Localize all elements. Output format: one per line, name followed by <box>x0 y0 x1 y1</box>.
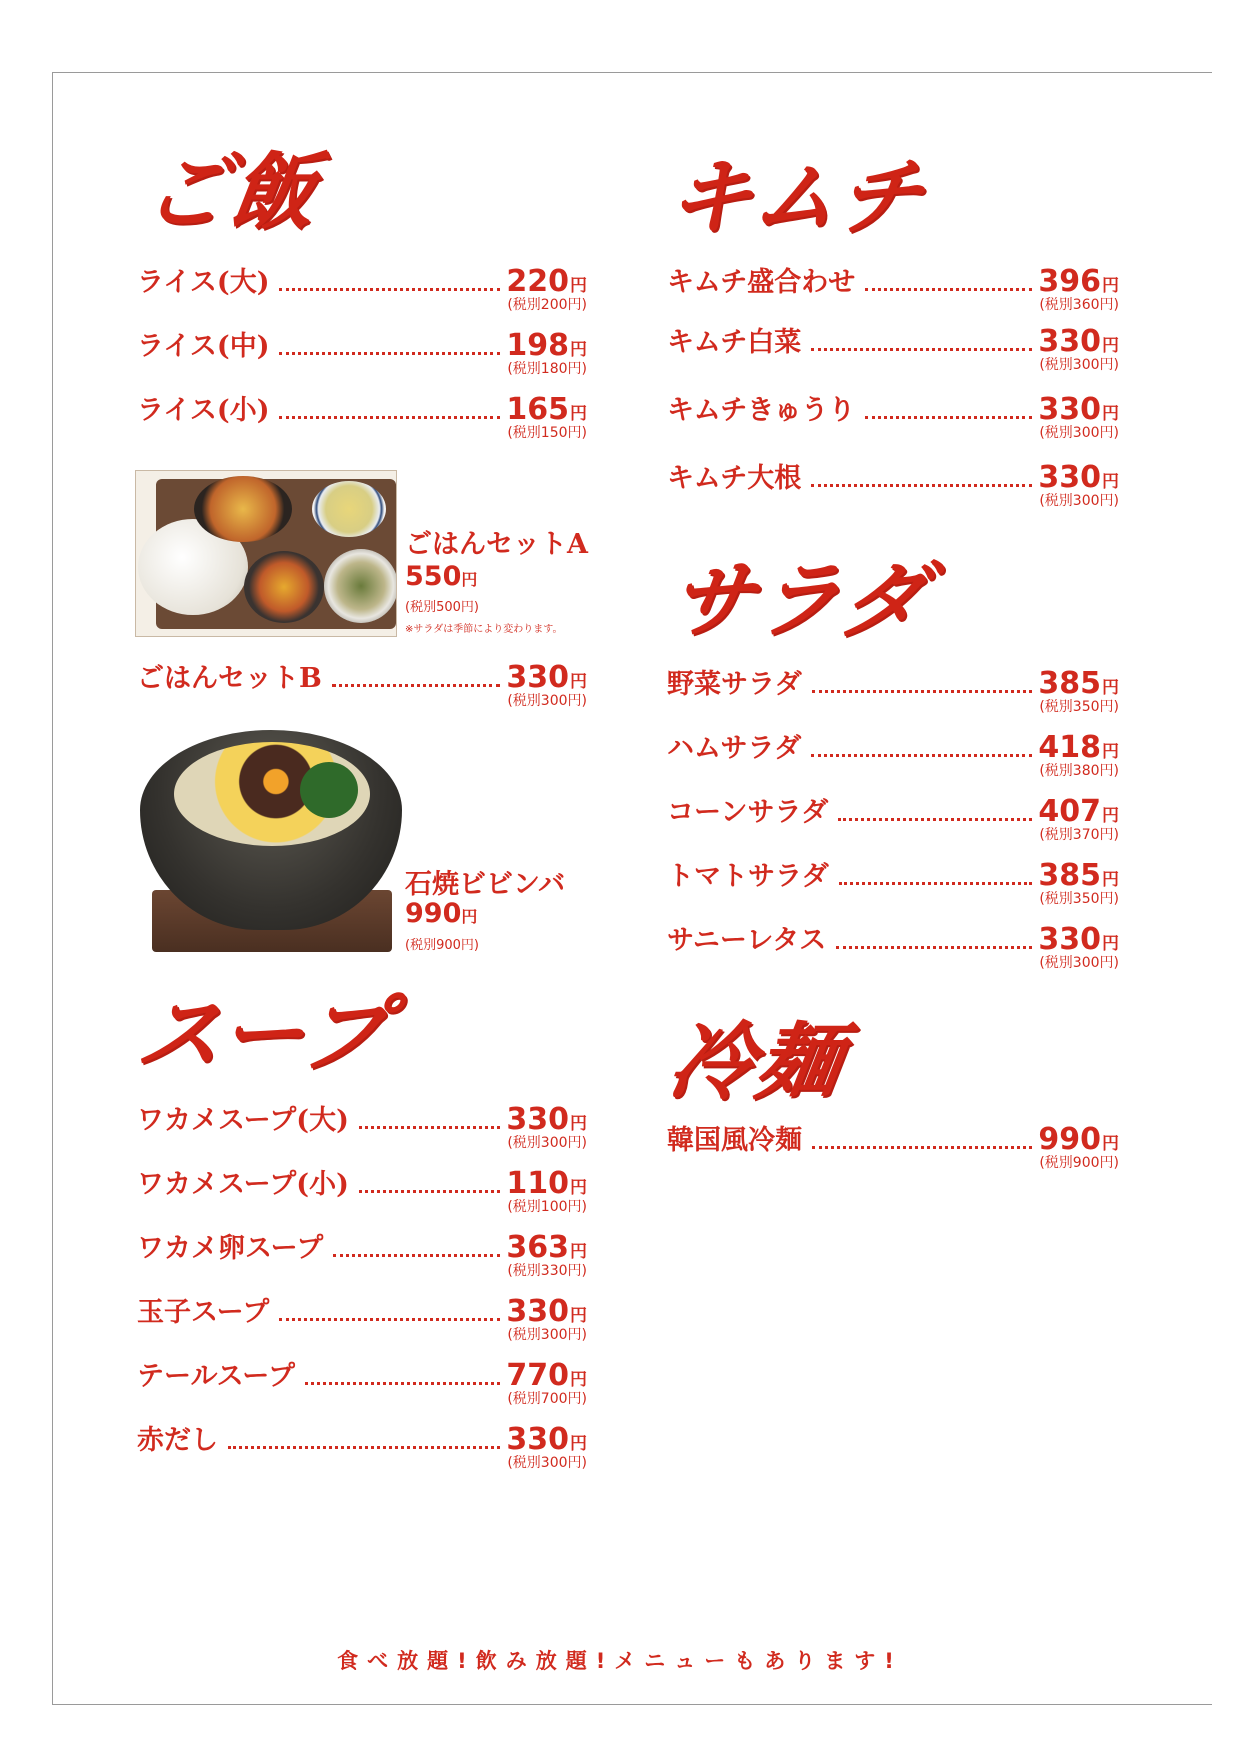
bibimbap-price-value: 990 <box>405 898 462 929</box>
item-price: 990 <box>1038 1122 1101 1157</box>
item-price: 770 <box>506 1358 569 1393</box>
tax-note: (税別350円) <box>1039 891 1119 907</box>
item-name: ライス(大) <box>137 267 270 298</box>
yen-unit: 円 <box>1102 806 1119 826</box>
frame-left-line <box>52 72 53 1704</box>
menu-item <box>137 1226 587 1286</box>
yen-unit: 円 <box>1102 870 1119 890</box>
yen-unit: 円 <box>570 672 587 692</box>
tax-note: (税別700円) <box>507 1391 587 1407</box>
item-name: ワカメスープ(大) <box>137 1105 349 1136</box>
leader-dots <box>839 882 1033 885</box>
item-price: 385 <box>1038 666 1101 701</box>
menu-item <box>137 260 587 320</box>
heading-salad: サラダ <box>663 550 935 649</box>
tax-note: (税別900円) <box>1039 1155 1119 1171</box>
tax-note: (税別180円) <box>507 361 587 377</box>
tax-note: (税別300円) <box>507 1327 587 1343</box>
tax-note: (税別300円) <box>1039 425 1119 441</box>
yen-unit: 円 <box>1102 1134 1119 1154</box>
leader-dots <box>279 416 500 419</box>
item-name: トマトサラダ <box>667 861 829 892</box>
item-name: コーンサラダ <box>667 797 829 828</box>
item-name: キムチ白菜 <box>667 327 802 358</box>
tax-note: (税別350円) <box>1039 699 1119 715</box>
item-name: キムチ大根 <box>667 463 802 494</box>
set-a-price-value: 550 <box>405 561 462 592</box>
tax-note: (税別330円) <box>507 1263 587 1279</box>
item-price: 330 <box>506 660 569 695</box>
leader-dots <box>812 690 1033 693</box>
tax-note: (税別200円) <box>507 297 587 313</box>
tax-note: (税別300円) <box>507 693 587 709</box>
menu-item <box>667 918 1119 978</box>
item-price: 330 <box>506 1102 569 1137</box>
item-name: 玉子スープ <box>137 1297 270 1328</box>
menu-item <box>137 1098 587 1158</box>
yen-unit: 円 <box>1102 742 1119 762</box>
menu-item <box>667 320 1119 380</box>
gohan-set-a-photo <box>135 470 397 637</box>
footer-notice: 食べ放題!飲み放題!メニューもあります! <box>337 1649 903 1673</box>
yen-unit: 円 <box>570 276 587 296</box>
item-price: 110 <box>506 1166 569 1201</box>
leader-dots <box>865 288 1032 291</box>
yen-unit: 円 <box>1102 336 1119 356</box>
leader-dots <box>865 416 1032 419</box>
menu-item <box>667 854 1119 914</box>
item-price: 385 <box>1038 858 1101 893</box>
set-a-price <box>405 561 477 592</box>
set-a-title: ごはんセットA <box>405 529 588 560</box>
tax-note: (税別370円) <box>1039 827 1119 843</box>
item-name: キムチきゅうり <box>667 395 856 426</box>
side-dish-shape <box>244 551 324 623</box>
bibimbap-tax: (税別900円) <box>405 938 479 953</box>
leader-dots <box>332 684 501 687</box>
yen-unit: 円 <box>461 907 478 926</box>
item-name: ごはんセットB <box>137 663 322 694</box>
soup-bowl-shape <box>324 549 397 623</box>
leader-dots <box>359 1126 501 1129</box>
frame-bottom-line <box>52 1704 1212 1705</box>
menu-item <box>137 656 587 716</box>
tax-note: (税別300円) <box>1039 357 1119 373</box>
tax-note: (税別380円) <box>1039 763 1119 779</box>
heading-kimchi: キムチ <box>661 147 931 246</box>
bibimbap-title: 石焼ビビンバ <box>405 869 566 900</box>
yen-unit: 円 <box>570 1370 587 1390</box>
tax-note: (税別300円) <box>507 1455 587 1471</box>
yen-unit: 円 <box>1102 472 1119 492</box>
leader-dots <box>811 754 1032 757</box>
menu-item <box>667 456 1119 516</box>
item-name: ワカメ卵スープ <box>137 1233 324 1264</box>
menu-item <box>667 662 1119 722</box>
leader-dots <box>333 1254 500 1257</box>
item-name: ワカメスープ(小) <box>137 1169 349 1200</box>
item-name: テールスープ <box>137 1361 295 1392</box>
tax-note: (税別360円) <box>1039 297 1119 313</box>
leader-dots <box>279 288 500 291</box>
bibimbap-photo <box>140 720 408 958</box>
leader-dots <box>305 1382 500 1385</box>
item-name: ライス(小) <box>137 395 270 426</box>
leader-dots <box>811 484 1032 487</box>
yen-unit: 円 <box>1102 276 1119 296</box>
item-price: 363 <box>506 1230 569 1265</box>
tax-note: (税別300円) <box>507 1135 587 1151</box>
item-price: 220 <box>506 264 569 299</box>
item-name: サニーレタス <box>667 925 827 956</box>
menu-item <box>137 1418 587 1478</box>
item-name: 赤だし <box>137 1425 218 1456</box>
leader-dots <box>359 1190 501 1193</box>
menu-item <box>667 790 1119 850</box>
side-dish-shape <box>312 481 386 537</box>
yen-unit: 円 <box>461 570 478 589</box>
leader-dots <box>838 818 1032 821</box>
yen-unit: 円 <box>1102 678 1119 698</box>
item-name: ハムサラダ <box>667 733 802 764</box>
yen-unit: 円 <box>570 340 587 360</box>
item-name: ライス(中) <box>137 331 270 362</box>
item-price: 330 <box>1038 324 1101 359</box>
tax-note: (税別100円) <box>507 1199 587 1215</box>
yen-unit: 円 <box>570 1306 587 1326</box>
leader-dots <box>279 1318 500 1321</box>
leader-dots <box>279 352 500 355</box>
menu-item <box>667 260 1119 320</box>
leader-dots <box>811 348 1032 351</box>
item-price: 418 <box>1038 730 1101 765</box>
menu-item <box>667 726 1119 786</box>
menu-item <box>137 1162 587 1222</box>
item-price: 407 <box>1038 794 1101 829</box>
menu-item <box>137 1290 587 1350</box>
set-a-note: ※サラダは季節により変わります。 <box>405 624 563 635</box>
menu-item <box>137 324 587 384</box>
leader-dots <box>228 1446 500 1449</box>
item-price: 396 <box>1038 264 1101 299</box>
menu-item <box>137 388 587 448</box>
leader-dots <box>836 946 1032 949</box>
yen-unit: 円 <box>570 1434 587 1454</box>
yen-unit: 円 <box>1102 934 1119 954</box>
tax-note: (税別150円) <box>507 425 587 441</box>
item-price: 165 <box>506 392 569 427</box>
item-name: 野菜サラダ <box>667 669 802 700</box>
heading-gohan: ご飯 <box>138 142 325 241</box>
item-price: 330 <box>1038 460 1101 495</box>
menu-item <box>667 388 1119 448</box>
item-price: 330 <box>506 1422 569 1457</box>
item-name: 韓国風冷麺 <box>667 1125 802 1156</box>
yen-unit: 円 <box>1102 404 1119 424</box>
tax-note: (税別300円) <box>1039 493 1119 509</box>
frame-top-line <box>52 72 1212 73</box>
greens-shape <box>300 762 358 818</box>
heading-reimen: 冷麺 <box>663 1012 850 1111</box>
side-dish-shape <box>194 476 292 542</box>
yen-unit: 円 <box>570 1178 587 1198</box>
item-name: キムチ盛合わせ <box>667 267 856 298</box>
menu-item <box>137 1354 587 1414</box>
item-price: 198 <box>506 328 569 363</box>
item-price: 330 <box>1038 392 1101 427</box>
tax-note: (税別300円) <box>1039 955 1119 971</box>
set-a-tax: (税別500円) <box>405 600 479 615</box>
leader-dots <box>812 1146 1032 1149</box>
bibimbap-price <box>405 898 477 929</box>
yen-unit: 円 <box>570 1242 587 1262</box>
yen-unit: 円 <box>570 1114 587 1134</box>
menu-item <box>667 1118 1119 1178</box>
yen-unit: 円 <box>570 404 587 424</box>
heading-soup: スープ <box>131 984 395 1083</box>
item-price: 330 <box>1038 922 1101 957</box>
item-price: 330 <box>506 1294 569 1329</box>
